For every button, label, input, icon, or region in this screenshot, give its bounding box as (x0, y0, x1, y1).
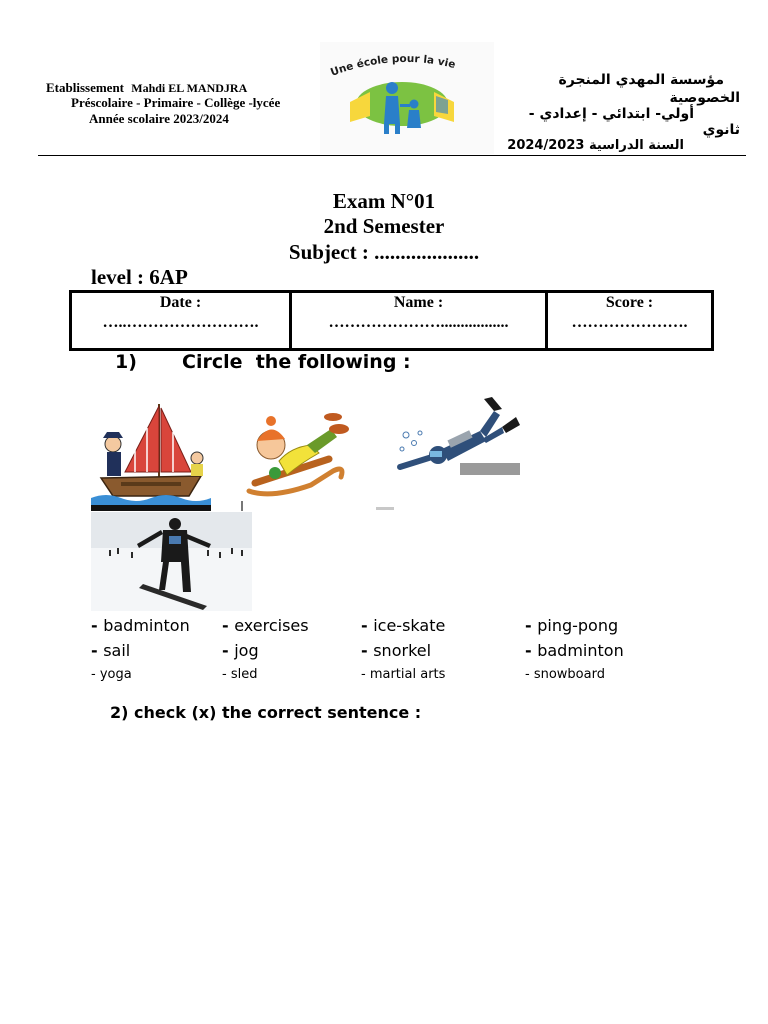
word-text: sail (103, 641, 131, 660)
date-label: Date : (159, 294, 202, 311)
word-ice-skate[interactable]: - ice-skate (361, 616, 446, 635)
sailing-boat-image[interactable] (91, 398, 211, 511)
name-field[interactable]: …………………................. (328, 314, 509, 331)
word-sail[interactable]: - sail (91, 641, 131, 660)
logo-text: Une école pour la vie (328, 52, 457, 79)
word-text: snorkel (373, 641, 432, 660)
school-levels-ar-2: ثانوي (702, 122, 740, 138)
question1-number: 1) (115, 351, 137, 373)
school-year-fr: Année scolaire 2023/2024 (89, 111, 229, 126)
establishment-name: Mahdi EL MANDJRA (131, 81, 248, 95)
word-snorkel[interactable]: - snorkel (361, 641, 432, 660)
question1-text: Circle the following : (182, 351, 411, 373)
establishment-label: Etablissement (46, 80, 124, 95)
name-label: Name : (393, 294, 444, 311)
word-sled[interactable]: - sled (222, 667, 258, 682)
exam-level: level : 6AP (91, 265, 188, 289)
exam-subject: Subject : .................... (288, 240, 480, 264)
score-cell[interactable] (547, 292, 713, 350)
score-field[interactable]: …………………. (571, 314, 688, 331)
word-martial-arts[interactable]: - martial arts (361, 667, 446, 682)
word-text: snowboard (533, 667, 605, 682)
date-field[interactable]: …..……………………. (102, 314, 259, 331)
word-text: martial arts (369, 667, 446, 682)
word-ping-pong[interactable]: - ping-pong (525, 616, 619, 635)
word-text: ping-pong (537, 616, 619, 635)
date-cell[interactable] (71, 292, 291, 350)
student-info-table (69, 290, 714, 351)
word-text: badminton (103, 616, 190, 635)
word-badminton-1[interactable]: - badminton (91, 616, 190, 635)
word-snowboard[interactable]: - snowboard (525, 667, 605, 682)
word-text: exercises (234, 616, 309, 635)
school-levels-ar: أولي- ابتدائي - إعدادي - (528, 106, 694, 122)
question2-text: 2) check (x) the correct sentence : (110, 703, 422, 722)
word-yoga[interactable]: - yoga (91, 667, 132, 682)
school-name-fr (46, 80, 247, 96)
word-exercises[interactable]: - exercises (222, 616, 309, 635)
exam-semester: 2nd Semester (323, 214, 445, 238)
word-text: ice-skate (373, 616, 446, 635)
school-name-ar: مؤسسة المهدي المنجرة (558, 72, 724, 88)
word-jog[interactable]: - jog (222, 641, 259, 660)
score-label: Score : (605, 294, 654, 311)
sledding-boy-image[interactable] (241, 405, 356, 511)
snowboarder-image[interactable] (91, 512, 252, 611)
word-text: sled (230, 667, 258, 682)
word-text: yoga (99, 667, 132, 682)
name-cell[interactable] (291, 292, 547, 350)
school-levels-fr: Préscolaire - Primaire - Collège -lycée (71, 95, 281, 110)
word-text: jog (234, 641, 259, 660)
exam-title: Exam N°01 (332, 189, 436, 213)
header-divider (38, 155, 746, 156)
word-badminton-2[interactable]: - badminton (525, 641, 624, 660)
school-type-ar: الخصوصية (669, 90, 740, 106)
snorkel-diver-image[interactable] (376, 397, 522, 511)
school-year-ar: السنة الدراسية 2024/2023 (507, 138, 684, 153)
word-text: badminton (537, 641, 624, 660)
